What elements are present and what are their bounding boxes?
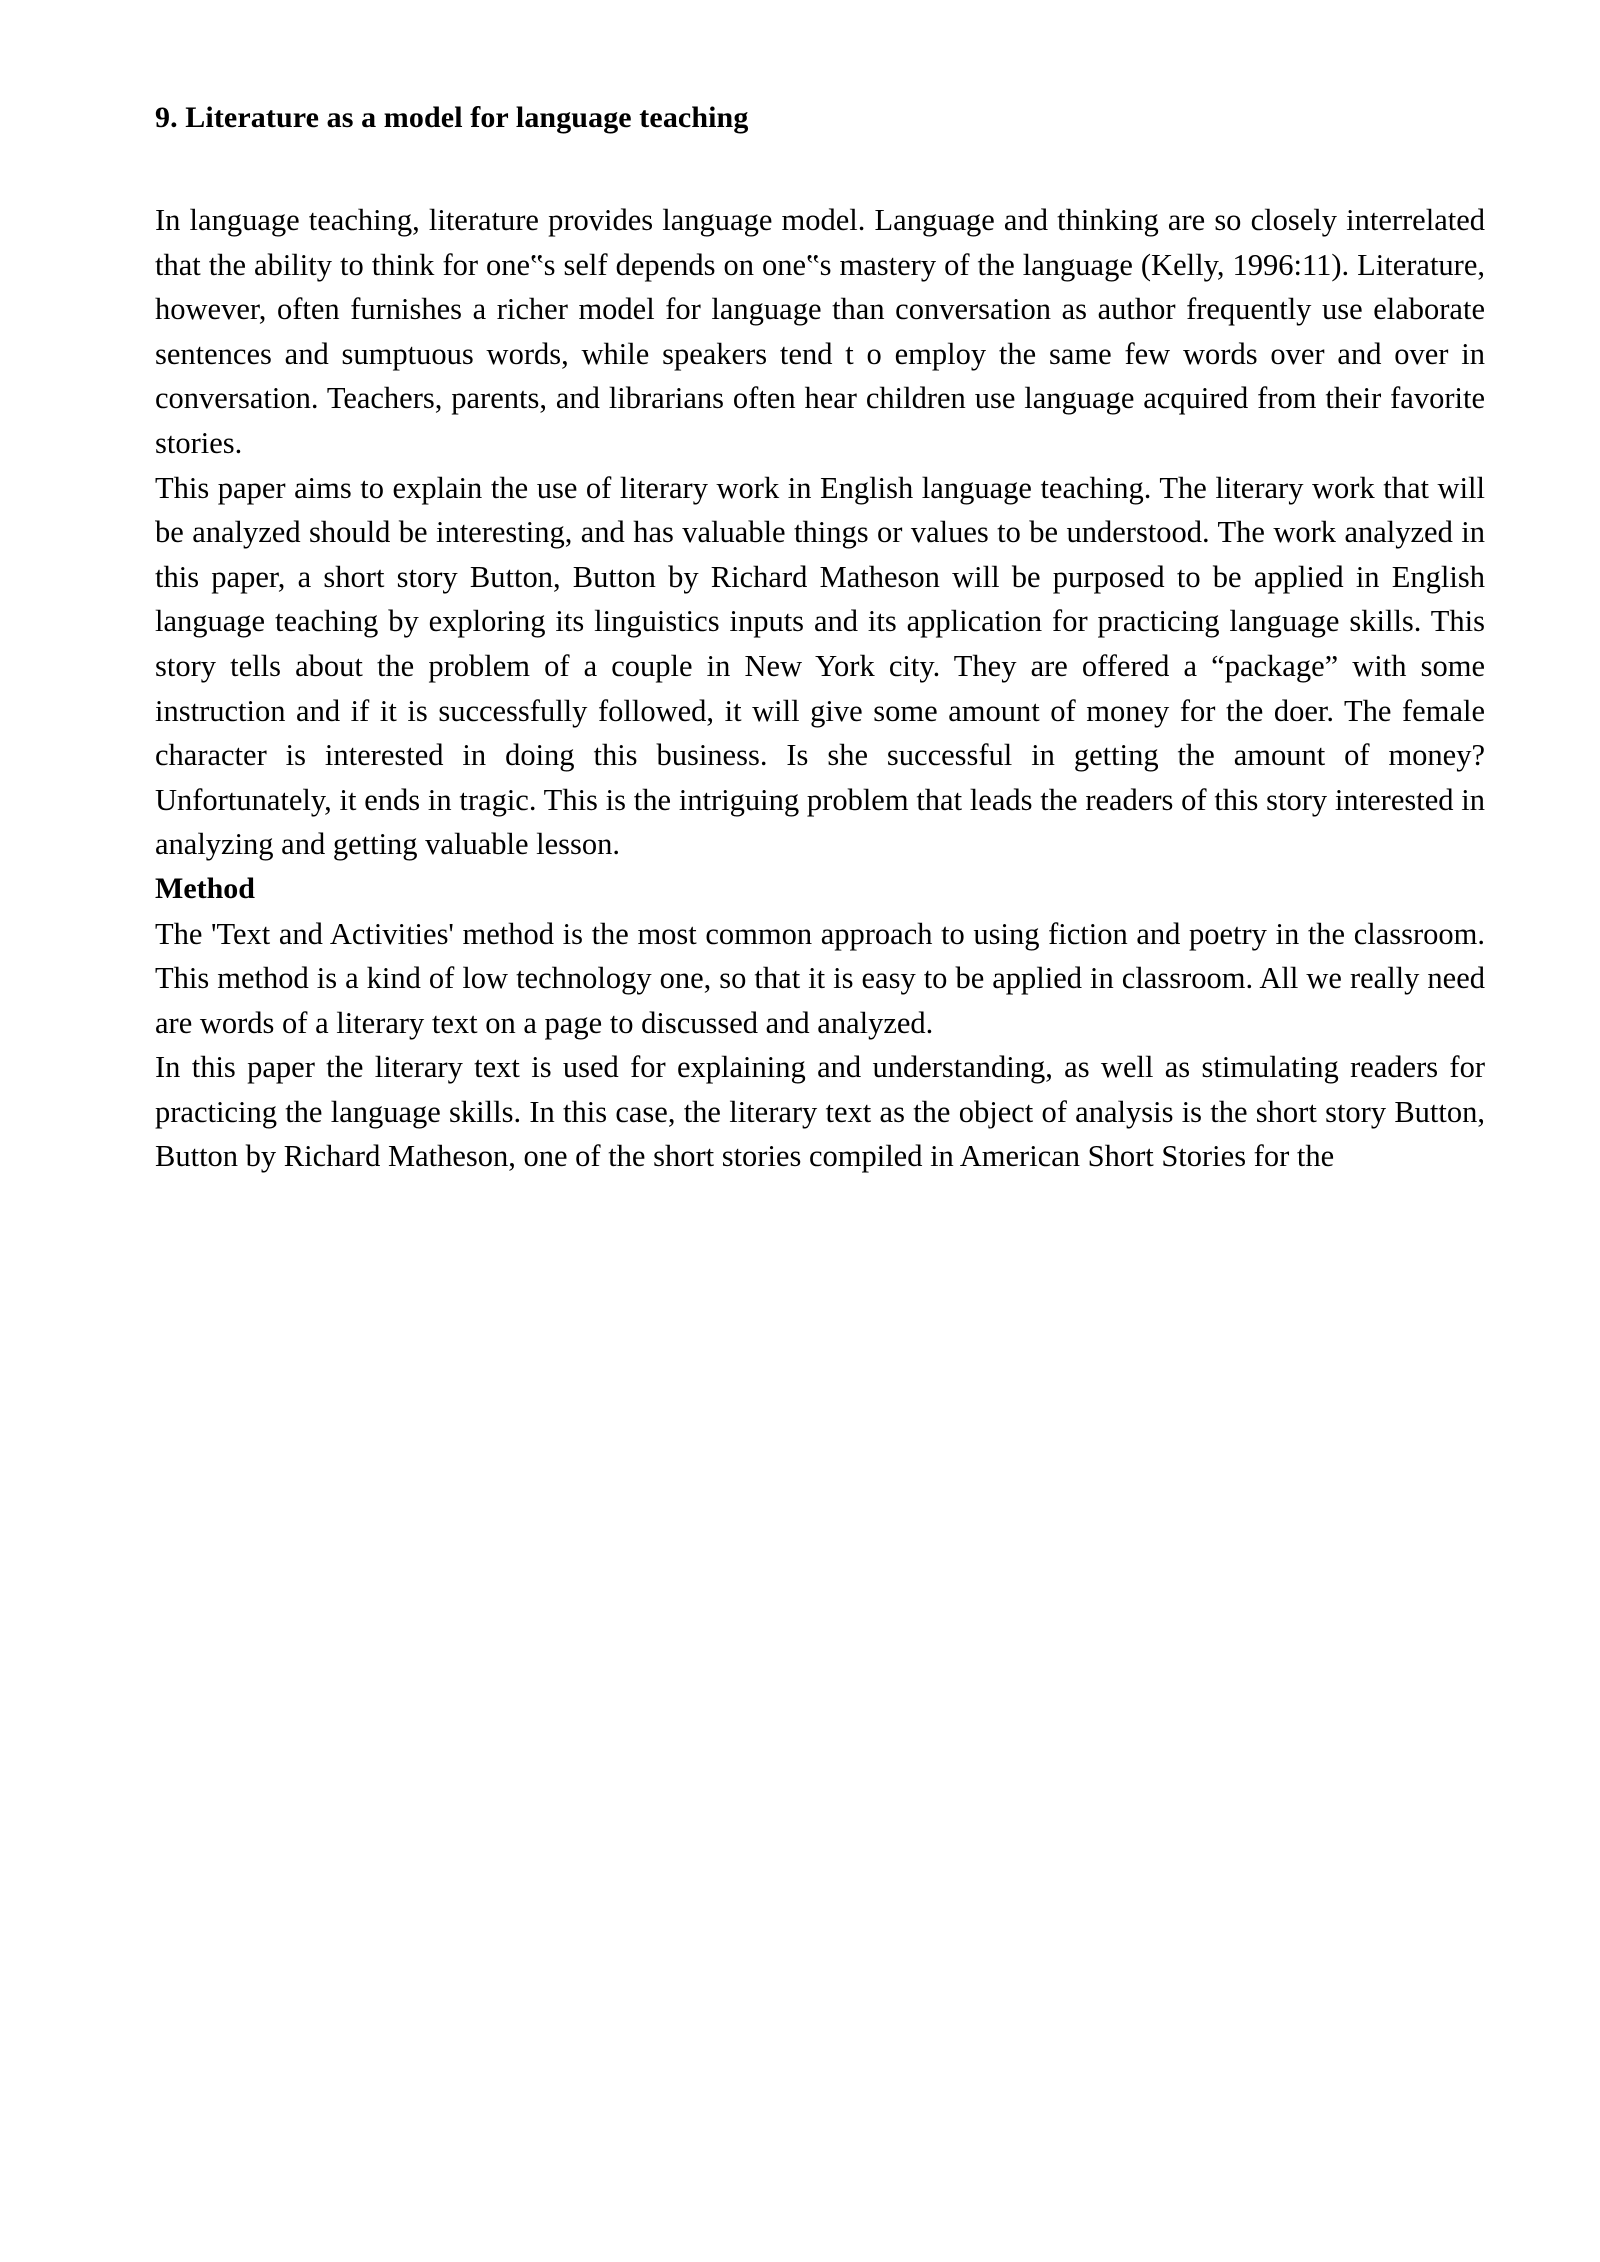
paragraph-method-2: In this paper the literary text is used for explaining and understanding, as well as stimulating readers for practicing the language skills. In this case, the literary text as the object of analysis is the short story Button, Button by Richard Matheson, one of the short stories compiled in American Short Stories for the <box>155 1050 1485 1174</box>
document-content <box>155 100 1485 1179</box>
paragraph-intro: In language teaching, literature provides language model. Language and thinking are so closely interrelated that the ability to think for one‟s self depends on one‟s mastery of the language (Kelly, 1996:11). Literature, however, often furnishes a richer model for language than conversation as author frequently use elaborate sentences and sumptuous words, while speakers tend t o employ the same few words over and over in conversation. Teachers, parents, and librarians often hear children use language acquired from their favorite stories. <box>155 203 1485 460</box>
heading-spacer <box>155 136 1485 198</box>
page-title: 9. Literature as a model for language teaching <box>155 101 749 134</box>
section-heading-method: Method <box>155 871 255 905</box>
paragraph-aims: This paper aims to explain the use of literary work in English language teaching. The literary work that will be analyzed should be interesting, and has valuable things or values to be understood. The work analyzed in this paper, a short story Button, Button by Richard Matheson will be purposed to be applied in English language teaching by exploring its linguistics inputs and its application for practicing language skills. This story tells about the problem of a couple in New York city. They are offered a “package” with some instruction and if it is successfully followed, it will give some amount of money for the doer. The female character is interested in doing this business. Is she successful in getting the amount of money? Unfortunately, it ends in tragic. This is the intriguing problem that leads the readers of this story interested in analyzing and getting valuable lesson. <box>155 470 1485 862</box>
paragraph-method-1: The 'Text and Activities' method is the most common approach to using fiction and poetry in the classroom. This method is a kind of low technology one, so that it is easy to be applied in classroom. All we really need are words of a literary text on a page to discussed and analyzed. <box>155 916 1485 1040</box>
